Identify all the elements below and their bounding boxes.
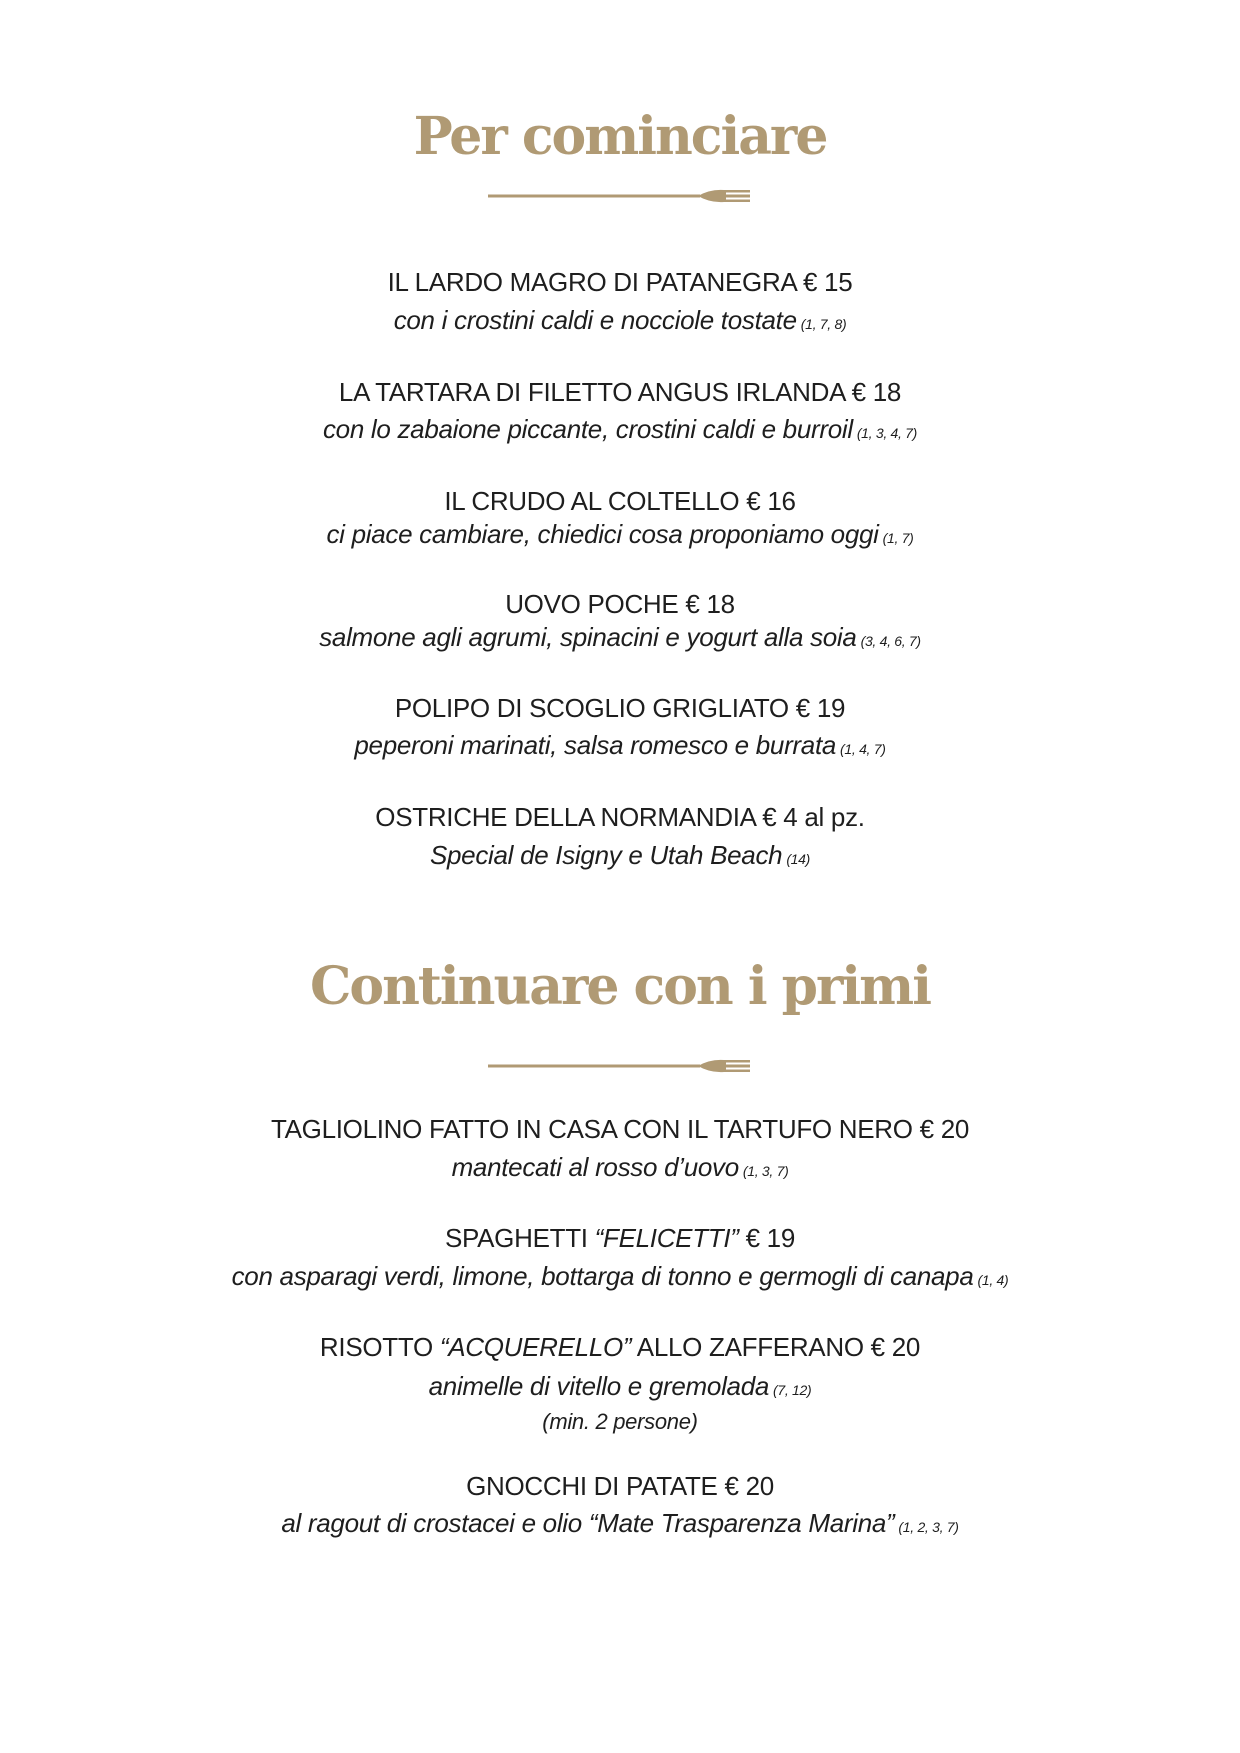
section-title-per-cominciare: Per cominciare	[413, 106, 827, 167]
allergen-codes: (1, 7, 8)	[800, 316, 847, 332]
dish-description: Special de Isigny e Utah Beach (14)	[429, 840, 811, 870]
section-title-continuare-con-i-primi: Continuare con i primi	[310, 956, 930, 1017]
dish-name: GNOCCHI DI PATATE € 20	[466, 1471, 774, 1501]
dish-name: RISOTTO “ACQUERELLO” ALLO ZAFFERANO € 20	[319, 1332, 921, 1362]
fork-icon	[488, 184, 756, 208]
allergen-codes: (1, 3, 4, 7)	[856, 425, 918, 441]
dish-description: animelle di vitello e gremolada (7, 12)	[428, 1371, 812, 1401]
dish-note: (min. 2 persone)	[542, 1409, 698, 1434]
dish-name: UOVO POCHE € 18	[505, 589, 735, 619]
dish-name: SPAGHETTI “FELICETTI” € 19	[444, 1223, 795, 1253]
dish-name: LA TARTARA DI FILETTO ANGUS IRLANDA € 18	[338, 377, 902, 407]
dish-description: con lo zabaione piccante, crostini caldi e burroil (1, 3, 4, 7)	[322, 414, 918, 444]
allergen-codes: (3, 4, 6, 7)	[860, 633, 921, 649]
allergen-codes: (1, 4)	[977, 1272, 1009, 1288]
allergen-codes: (1, 7)	[882, 530, 914, 546]
dish-description: peperoni marinati, salsa romesco e burrata (1, 4, 7)	[354, 730, 886, 760]
dish-name: IL LARDO MAGRO DI PATANEGRA € 15	[387, 267, 853, 297]
dish-description: ci piace cambiare, chiedici cosa proponiamo oggi (1, 7)	[326, 519, 914, 549]
dish-description: al ragout di crostacei e olio “Mate Trasparenza Marina” (1, 2, 3, 7)	[281, 1508, 959, 1538]
dish-name: OSTRICHE DELLA NORMANDIA € 4 al pz.	[375, 802, 865, 832]
dish-name: TAGLIOLINO FATTO IN CASA CON IL TARTUFO NERO € 20	[270, 1114, 970, 1144]
fork-icon	[488, 1054, 756, 1078]
allergen-codes: (1, 3, 7)	[742, 1163, 789, 1179]
allergen-codes: (1, 2, 3, 7)	[898, 1519, 959, 1535]
dish-description: con asparagi verdi, limone, bottarga di tonno e germogli di canapa (1, 4)	[231, 1261, 1009, 1291]
dish-name: IL CRUDO AL COLTELLO € 16	[444, 486, 796, 516]
dish-description: salmone agli agrumi, spinacini e yogurt alla soia (3, 4, 6, 7)	[319, 622, 921, 652]
allergen-codes: (7, 12)	[773, 1382, 812, 1398]
dish-description: con i crostini caldi e nocciole tostate (1, 7, 8)	[393, 305, 847, 335]
dish-description: mantecati al rosso d’uovo (1, 3, 7)	[451, 1152, 789, 1182]
allergen-codes: (1, 4, 7)	[840, 741, 886, 757]
dish-name: POLIPO DI SCOGLIO GRIGLIATO € 19	[394, 693, 846, 723]
allergen-codes: (14)	[786, 851, 811, 867]
